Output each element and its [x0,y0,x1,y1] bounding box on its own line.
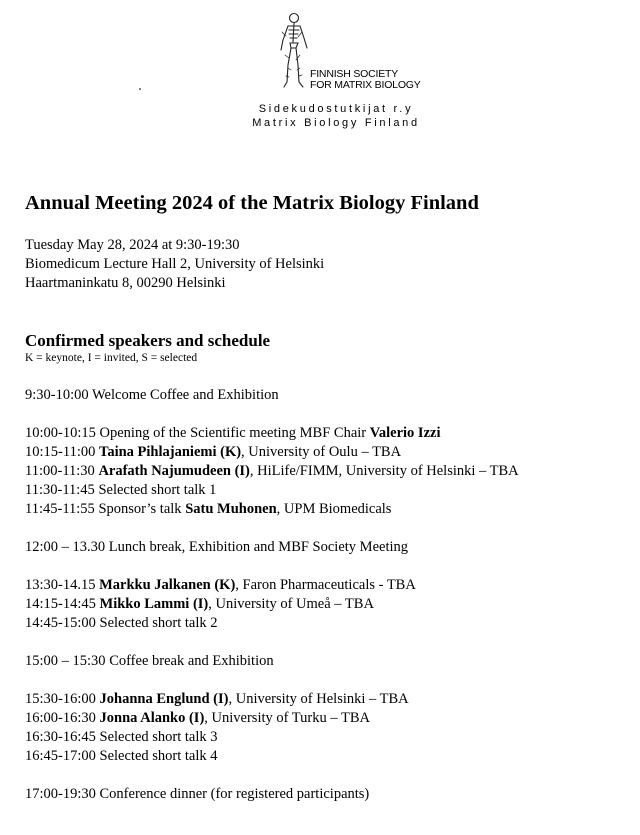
speaker-affiliation: , University of Oulu – TBA [241,444,402,460]
logo-text-line1: FINNISH SOCIETY [310,68,399,80]
schedule-list [25,386,519,804]
speaker-affiliation: , HiLife/FIMM, University of Helsinki – TBA [249,463,519,479]
schedule-gap [25,671,519,690]
speaker-name: Johanna Englund (I) [99,691,229,707]
schedule-text: Selected short talk 4 [99,748,218,764]
speaker-affiliation: , University of Helsinki – TBA [228,691,409,707]
speaker-name: Markku Jalkanen (K) [99,577,236,593]
schedule-text: Lunch break, Exhibition and MBF Society Meeting [108,539,408,555]
schedule-item [25,576,519,595]
meeting-address: Haartmaninkatu 8, 00290 Helsinki [25,275,226,291]
schedule-item [25,614,519,633]
meeting-venue: Biomedicum Lecture Hall 2, University of Helsinki [25,256,325,272]
speaker-name: Jonna Alanko (I) [99,710,205,726]
speaker-name: Satu Muhonen [185,501,277,517]
schedule-text: Welcome Coffee and Exhibition [92,387,279,403]
schedule-time: 17:00-19:30 [25,786,96,802]
schedule-gap [25,557,519,576]
schedule-time: 15:00 – 15:30 [25,653,106,669]
speaker-name: Valerio Izzi [369,425,441,441]
schedule-time: 10:15-11:00 [25,444,96,460]
schedule-time: 11:00-11:30 [25,463,95,479]
schedule-gap [25,405,519,424]
schedule-text: Opening of the Scientific meeting MBF Chair [99,425,367,441]
schedule-item [25,785,519,804]
schedule-item [25,386,519,405]
schedule-text: Sponsor’s talk [98,501,182,517]
schedule-item [25,595,519,614]
schedule-heading: Confirmed speakers and schedule [25,331,271,350]
schedule-item [25,462,519,481]
schedule-text: Selected short talk 1 [98,482,217,498]
page-title: Annual Meeting 2024 of the Matrix Biology Finland [25,192,479,214]
speaker-affiliation: , University of Umeå – TBA [208,596,374,612]
schedule-item [25,709,519,728]
meeting-date: Tuesday May 28, 2024 at 9:30-19:30 [25,237,240,253]
schedule-gap [25,519,519,538]
schedule-item [25,443,519,462]
schedule-time: 16:45-17:00 [25,748,96,764]
schedule-time: 14:15-14:45 [25,596,96,612]
schedule-item [25,500,519,519]
schedule-time: 16:00-16:30 [25,710,96,726]
logo-text-line2: FOR MATRIX BIOLOGY [310,79,421,91]
schedule-time: 14:45-15:00 [25,615,96,631]
speaker-legend: K = keynote, I = invited, S = selected [25,352,198,364]
schedule-gap [25,633,519,652]
schedule-text: Coffee break and Exhibition [109,653,274,669]
schedule-time: 12:00 – 13.30 [25,539,106,555]
schedule-time: 11:45-11:55 [25,501,95,517]
meeting-info [25,236,324,293]
speaker-affiliation: , UPM Biomedicals [276,501,392,517]
schedule-time: 10:00-10:15 [25,425,96,441]
schedule-time: 13:30-14.15 [25,577,96,593]
schedule-text: Conference dinner (for registered participants) [99,786,370,802]
schedule-item [25,424,519,443]
stray-dot [139,88,141,90]
skeleton-figure-icon [276,10,310,90]
schedule-time: 9:30-10:00 [25,387,89,403]
speaker-name: Arafath Najumudeen (I) [98,463,250,479]
schedule-text: Selected short talk 2 [99,615,218,631]
speaker-name: Taina Pihlajaniemi (K) [98,444,242,460]
schedule-time: 16:30-16:45 [25,729,96,745]
schedule-item [25,728,519,747]
org-name-english: Matrix Biology Finland [252,117,420,129]
schedule-item [25,747,519,766]
schedule-text: Selected short talk 3 [99,729,218,745]
speaker-affiliation: , University of Turku – TBA [204,710,370,726]
org-name-finnish: Sidekudostutkijat r.y [258,103,414,115]
schedule-item [25,652,519,671]
schedule-gap [25,766,519,785]
schedule-time: 11:30-11:45 [25,482,95,498]
society-logo [276,10,421,91]
schedule-item [25,481,519,500]
speaker-name: Mikko Lammi (I) [99,596,209,612]
schedule-time: 15:30-16:00 [25,691,96,707]
speaker-affiliation: , Faron Pharmaceuticals - TBA [235,577,416,593]
schedule-item [25,538,519,557]
schedule-item [25,690,519,709]
